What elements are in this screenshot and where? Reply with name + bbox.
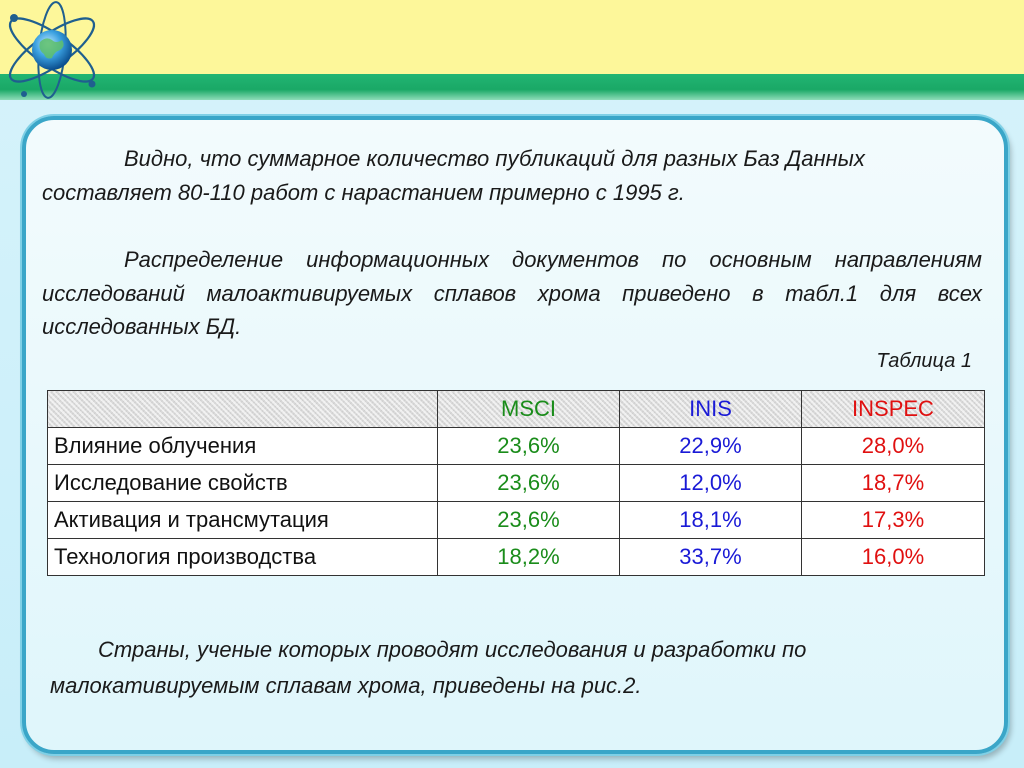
cell-msci: 23,6%	[438, 502, 620, 539]
cell-inspec: 28,0%	[802, 428, 985, 465]
paragraph-2-text: Распределение информационных документов по основным направлениям исследований малоактивируемых сплавов хрома приведено в табл.1 для всех исследованных БД.	[42, 247, 982, 339]
row-label: Исследование свойств	[48, 465, 438, 502]
atom-globe-icon	[0, 0, 110, 105]
table-caption: Таблица 1	[876, 350, 972, 372]
row-label: Влияние облучения	[48, 428, 438, 465]
cell-inis: 33,7%	[620, 539, 802, 576]
row-label: Технология производства	[48, 539, 438, 576]
table-header-row	[48, 391, 985, 428]
cell-inspec: 17,3%	[802, 502, 985, 539]
paragraph-3-text: Страны, ученые которых проводят исследования и разработки по малокативируемым сплавам хрома, приведены на рис.2.	[50, 637, 807, 698]
row-label: Активация и трансмутация	[48, 502, 438, 539]
table-row	[48, 428, 985, 465]
cell-inspec: 16,0%	[802, 539, 985, 576]
paragraph-3	[50, 632, 980, 704]
table-row	[48, 502, 985, 539]
publications-table	[47, 390, 985, 576]
cell-msci: 23,6%	[438, 465, 620, 502]
header-cell-inspec: INSPEC	[802, 391, 985, 428]
cell-inis: 18,1%	[620, 502, 802, 539]
header-cell-msci: MSCI	[438, 391, 620, 428]
table-row	[48, 465, 985, 502]
paragraph-1	[42, 142, 982, 209]
cell-inis: 22,9%	[620, 428, 802, 465]
table-row	[48, 539, 985, 576]
cell-msci: 18,2%	[438, 539, 620, 576]
cell-msci: 23,6%	[438, 428, 620, 465]
header-stripe	[0, 74, 1024, 100]
header-band	[0, 0, 1024, 74]
cell-inis: 12,0%	[620, 465, 802, 502]
header-cell-inis: INIS	[620, 391, 802, 428]
header-cell-empty	[48, 391, 438, 428]
paragraph-2	[42, 243, 982, 344]
cell-inspec: 18,7%	[802, 465, 985, 502]
paragraph-1-text: Видно, что суммарное количество публикаций для разных Баз Данных составляет 80-110 работ с нарастанием примерно с 1995 г.	[42, 146, 865, 205]
